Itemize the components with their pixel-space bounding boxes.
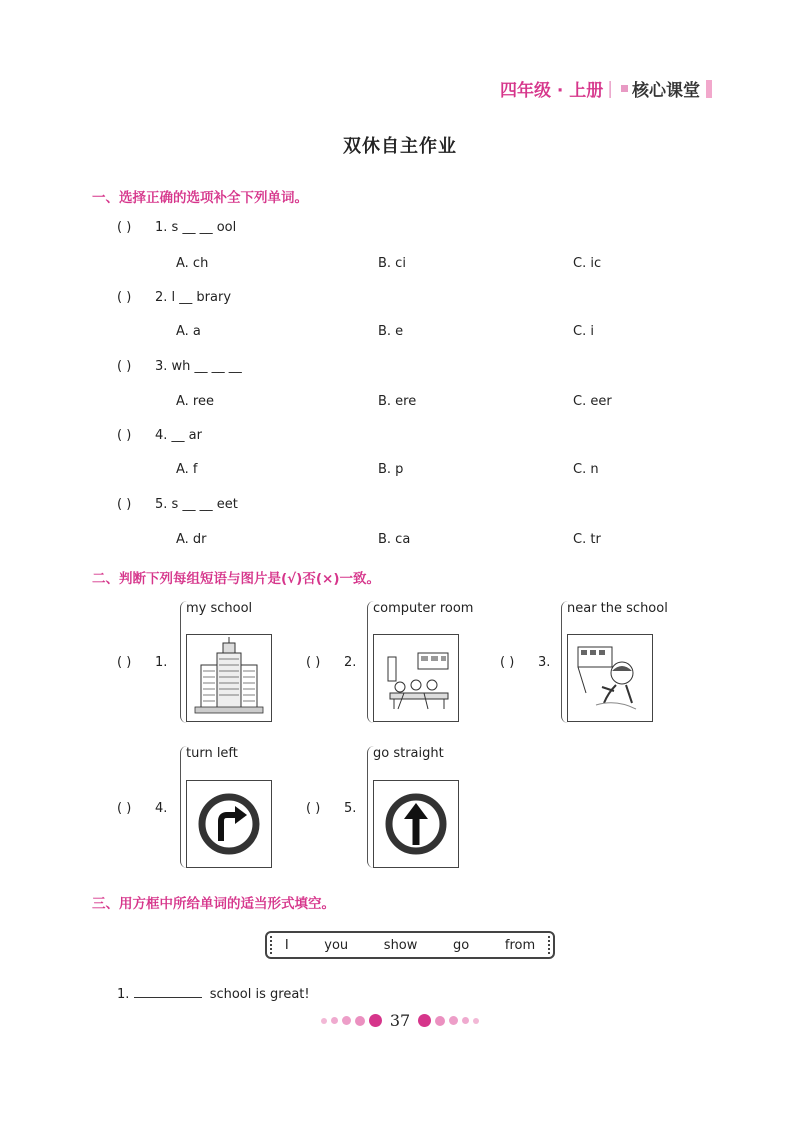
go-straight-sign-picture [373, 780, 459, 868]
answer-paren[interactable]: ( ) [117, 359, 132, 374]
picture-label: computer room [373, 601, 474, 616]
question-5-stem: ( ) 5. s __ __ eet [117, 497, 238, 512]
option-b: B. ca [378, 532, 411, 547]
answer-paren[interactable]: ( ) [117, 220, 132, 235]
dot-icon [473, 1018, 479, 1024]
option-c: C. eer [573, 394, 612, 409]
picture-label: go straight [373, 746, 444, 761]
classroom-picture [373, 634, 459, 722]
fill-sentence-1: 1. school is great! [117, 987, 310, 1002]
option-c: C. tr [573, 532, 601, 547]
option-a: A. f [176, 462, 198, 477]
dot-icon [435, 1016, 445, 1026]
word-bank-item: from [504, 937, 536, 953]
option-b: B. e [378, 324, 404, 339]
header-separator: | [607, 78, 613, 99]
cinema-picture [567, 634, 653, 722]
turn-right-sign-picture [186, 780, 272, 868]
picture-item-1-number: ( ) 1. [117, 655, 168, 670]
answer-paren[interactable]: ( ) [117, 290, 132, 305]
option-a: A. ree [176, 394, 214, 409]
answer-paren[interactable]: ( ) [500, 655, 515, 670]
answer-paren[interactable]: ( ) [117, 801, 132, 816]
school-building-icon [187, 635, 271, 721]
turn-right-arrow-icon [187, 781, 271, 867]
page-number: 37 [389, 1011, 411, 1030]
option-b: B. ere [378, 394, 417, 409]
school-building-picture [186, 634, 272, 722]
option-a: A. ch [176, 256, 209, 271]
dot-icon [449, 1016, 458, 1025]
answer-paren[interactable]: ( ) [117, 497, 132, 512]
course-label: 核心课堂 [632, 81, 700, 101]
question-1-stem: ( ) 1. s __ __ ool [117, 220, 237, 235]
grade-label: 四年级 · 上册 [499, 81, 604, 101]
dot-icon [342, 1016, 351, 1025]
answer-blank[interactable] [134, 985, 202, 998]
page-footer [0, 1011, 800, 1030]
running-boy-icon [568, 635, 652, 721]
option-a: A. a [176, 324, 201, 339]
up-arrow-icon [374, 781, 458, 867]
question-3-stem: ( ) 3. wh __ __ __ [117, 359, 242, 374]
page-title: 双休自主作业 [343, 136, 457, 157]
dot-icon [369, 1014, 382, 1027]
square-bullet-icon [621, 85, 628, 92]
question-2-stem: ( ) 2. l __ brary [117, 290, 232, 305]
option-a: A. dr [176, 532, 207, 547]
dot-icon [462, 1017, 469, 1024]
dot-icon [355, 1016, 365, 1026]
dot-icon [418, 1014, 431, 1027]
picture-label: turn left [186, 746, 238, 761]
option-c: C. ic [573, 256, 602, 271]
page-header [500, 76, 712, 101]
answer-paren[interactable]: ( ) [306, 801, 321, 816]
picture-label: near the school [567, 601, 668, 616]
option-b: B. p [378, 462, 404, 477]
option-c: C. i [573, 324, 594, 339]
answer-paren[interactable]: ( ) [117, 428, 132, 443]
answer-paren[interactable]: ( ) [117, 655, 132, 670]
option-b: B. ci [378, 256, 406, 271]
section3-heading: 三、用方框中所给单词的适当形式填空。 [92, 896, 335, 912]
picture-item-4-number: ( ) 4. [117, 801, 168, 816]
picture-label: my school [186, 601, 253, 616]
question-4-stem: ( ) 4. __ ar [117, 428, 202, 443]
word-bank-item: you [324, 937, 349, 953]
word-bank-item: I [284, 937, 289, 953]
word-bank-item: show [383, 937, 418, 953]
answer-paren[interactable]: ( ) [306, 655, 321, 670]
pink-bar-icon [706, 80, 712, 98]
section2-heading: 二、判断下列每组短语与图片是(√)否(×)一致。 [92, 571, 380, 587]
section1-heading: 一、选择正确的选项补全下列单词。 [92, 190, 308, 206]
picture-item-2-number: ( ) 2. [306, 655, 357, 670]
classroom-icon [374, 635, 458, 721]
dot-icon [331, 1017, 338, 1024]
picture-item-3-number: ( ) 3. [500, 655, 551, 670]
dot-icon [321, 1018, 327, 1024]
word-bank-box [265, 931, 555, 959]
picture-item-5-number: ( ) 5. [306, 801, 357, 816]
option-c: C. n [573, 462, 599, 477]
word-bank-item: go [453, 937, 470, 953]
